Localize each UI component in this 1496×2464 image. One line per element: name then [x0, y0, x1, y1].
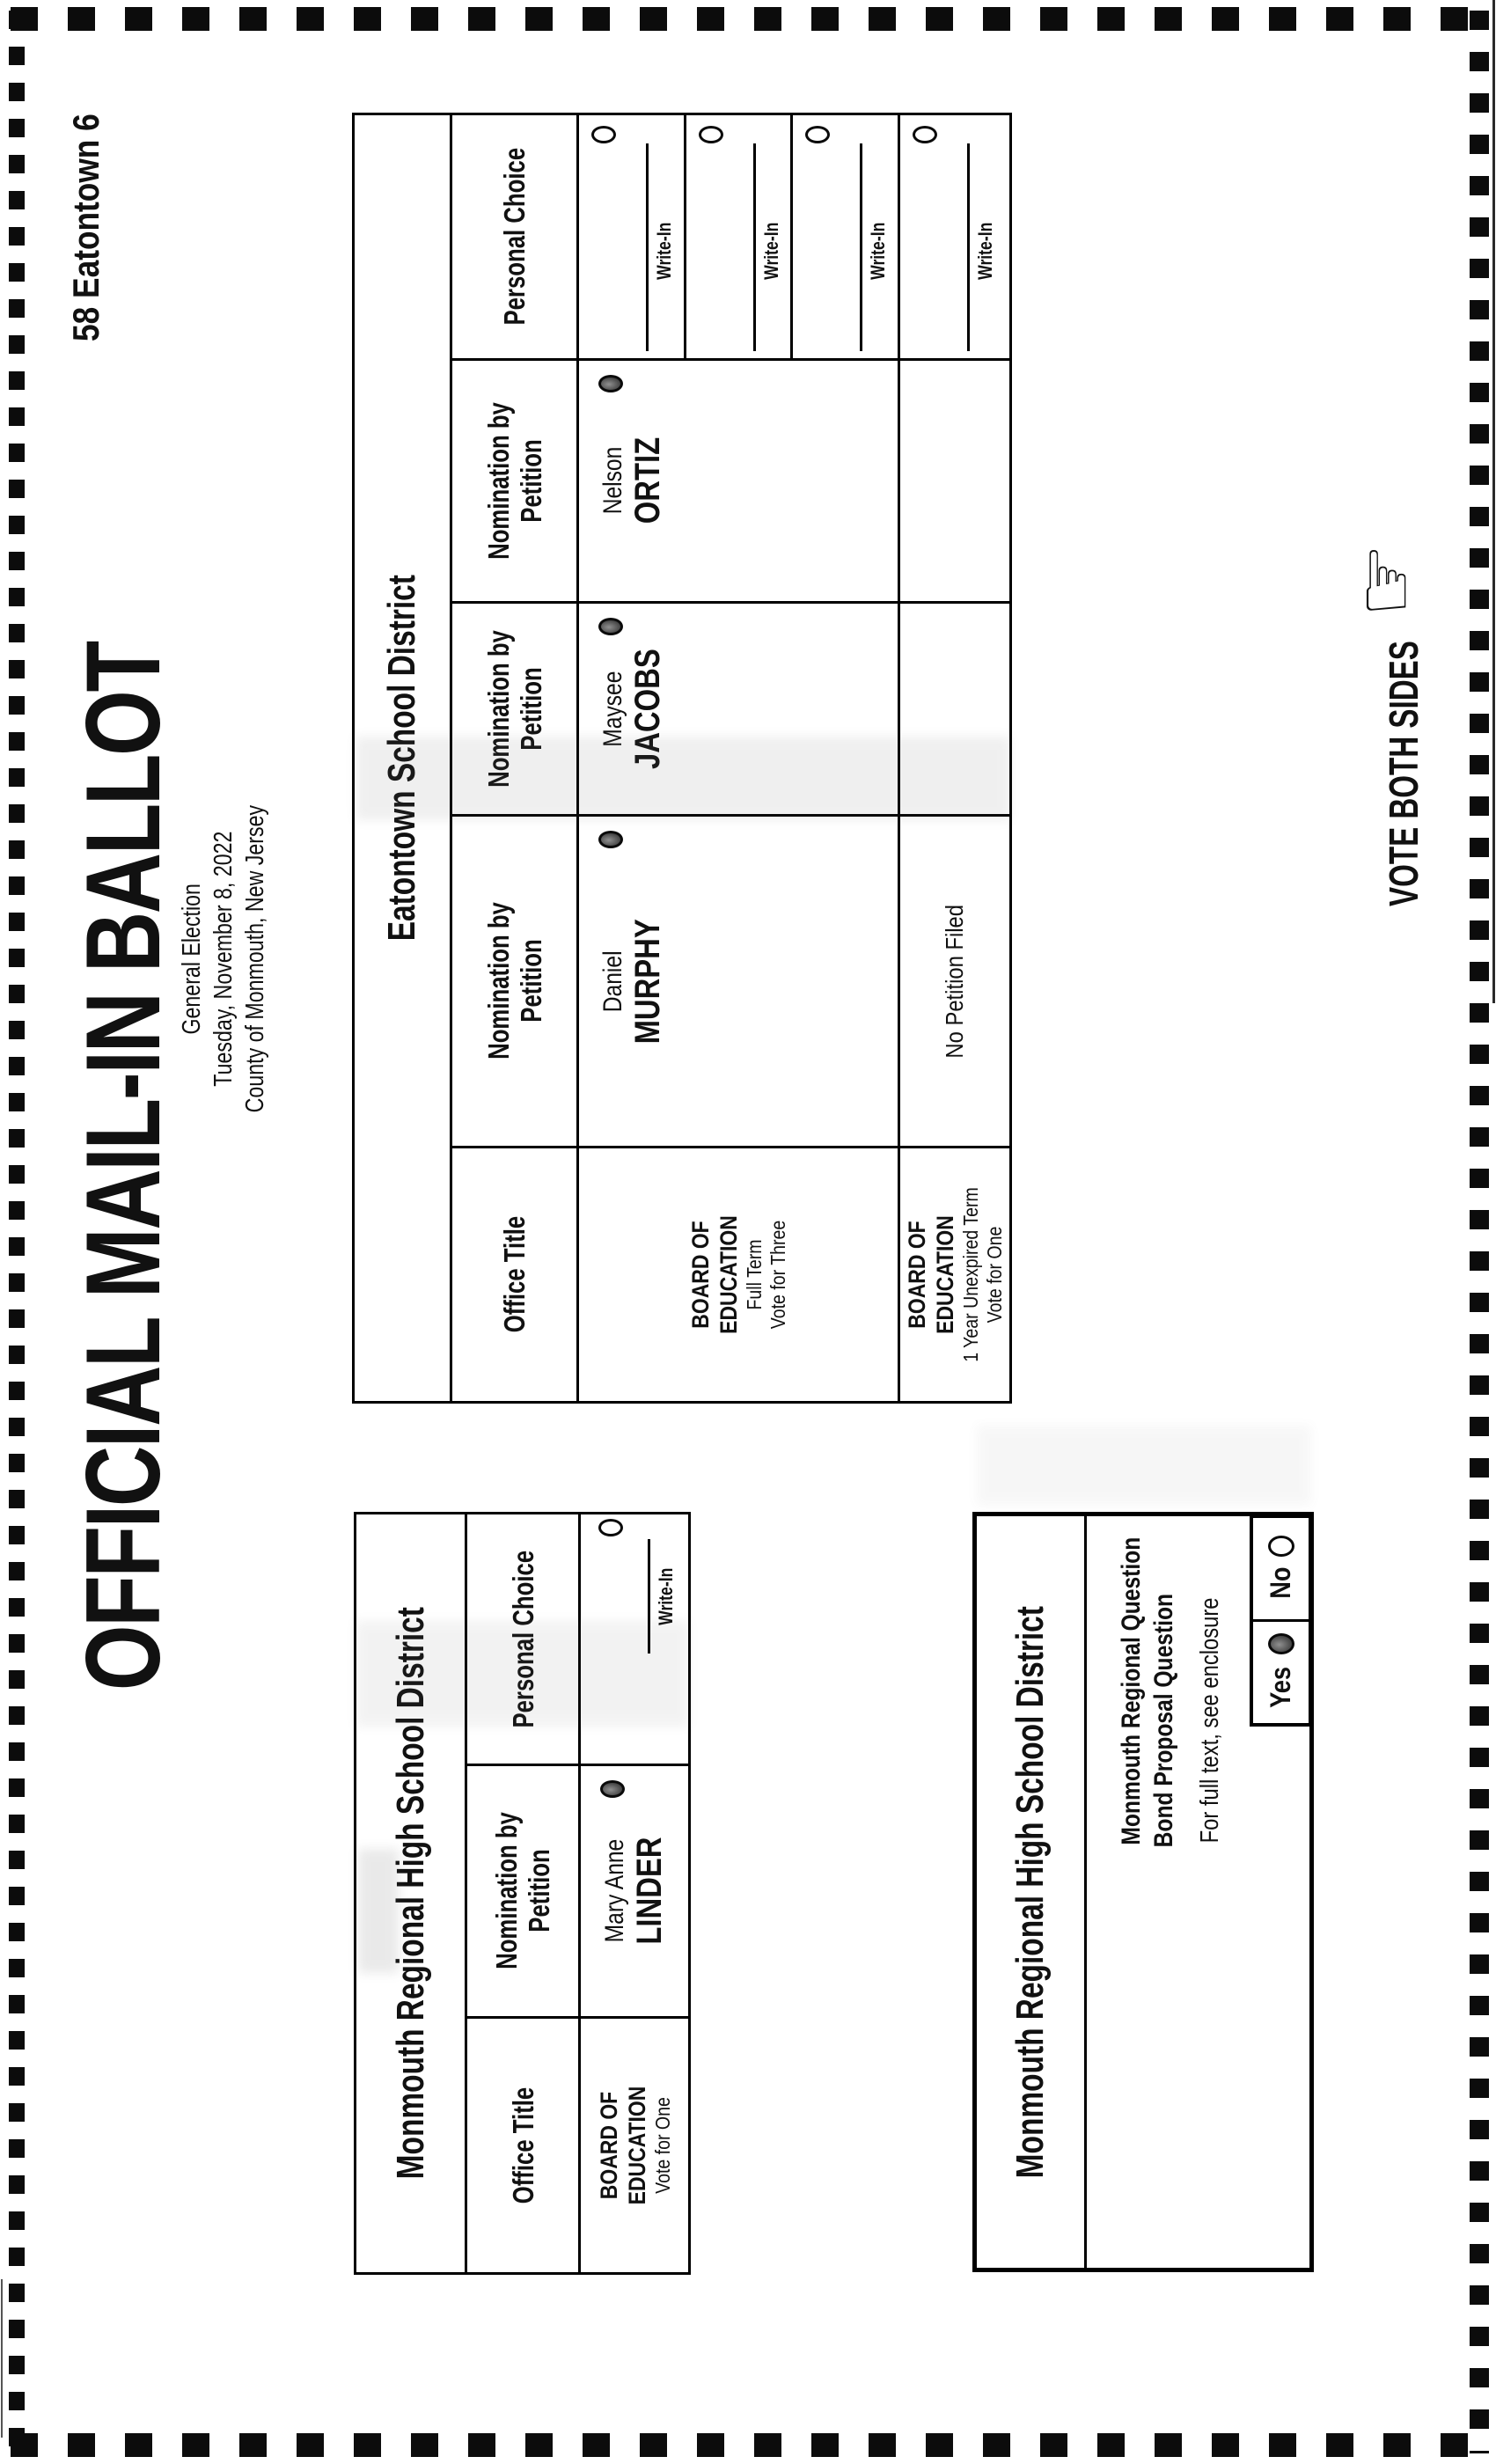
vote-oval-yes-filled[interactable] — [1268, 1633, 1294, 1654]
write-in-slot-2: Write-In — [684, 115, 791, 358]
write-in-slot-1: Write-In — [579, 115, 684, 358]
question-body — [1087, 1516, 1310, 2268]
write-in-oval-unexpired[interactable] — [913, 126, 937, 143]
write-in-oval-1[interactable] — [591, 126, 616, 143]
election-county: County of Monmouth, New Jersey — [241, 805, 269, 1113]
candidate-cell-linder: Mary Anne LINDER — [578, 1766, 688, 2019]
scan-artifact — [977, 1426, 1311, 1505]
write-in-slot-unexpired: Write-In — [898, 115, 1009, 361]
election-type: General Election — [178, 884, 206, 1035]
yes-cell: Yes — [1253, 1622, 1309, 1723]
write-in-line-2[interactable] — [753, 143, 756, 351]
ballot-subtitle — [176, 695, 271, 1223]
vote-both-sides-label: VOTE BOTH SIDES — [1381, 641, 1426, 906]
vote-oval-no[interactable] — [1268, 1536, 1294, 1557]
vote-oval-murphy-filled[interactable] — [598, 831, 623, 848]
precinct-text: 58 Eatontown 6 — [65, 114, 106, 341]
yes-no-table — [1250, 1514, 1312, 1727]
monmouth-contest-table — [354, 1512, 691, 2275]
pointing-hand-icon: ☞ — [1338, 542, 1434, 618]
vote-oval-jacobs-filled[interactable] — [598, 618, 623, 635]
office-cell-monmouth: BOARD OF EDUCATION Vote for One — [578, 2019, 688, 2272]
candidate-cell-ortiz: Nelson ORTIZ — [576, 361, 898, 604]
no-petition-cell: No Petition Filed — [898, 817, 1009, 1148]
header-nomination-1: Nomination by Petition — [450, 817, 576, 1148]
candidate-cell-murphy: Daniel MURPHY — [576, 817, 898, 1148]
write-in-slot-monmouth: Write-In — [578, 1514, 688, 1766]
empty-cell — [898, 604, 1009, 817]
header-office-title: Office Title — [465, 2019, 578, 2272]
question-district-title: Monmouth Regional High School District — [977, 1516, 1087, 2268]
write-in-oval-monmouth[interactable] — [598, 1519, 623, 1536]
header-nomination-2: Nomination by Petition — [450, 604, 576, 817]
write-in-line-unexpired[interactable] — [967, 143, 970, 351]
header-nomination-3: Nomination by Petition — [450, 361, 576, 604]
write-in-slot-3: Write-In — [790, 115, 898, 358]
write-in-oval-3[interactable] — [805, 126, 830, 143]
office-cell-unexpired-term: BOARD OF EDUCATION 1 Year Unexpired Term Vote for One — [898, 1148, 1009, 1401]
vote-oval-ortiz-filled[interactable] — [598, 375, 623, 392]
eatontown-district-title: Eatontown School District — [380, 575, 423, 942]
header-nomination: Nomination by Petition — [465, 1766, 578, 2019]
write-in-stack-full-term — [576, 115, 898, 361]
office-cell-full-term: BOARD OF EDUCATION Full Term Vote for Three — [576, 1148, 898, 1401]
no-cell: No — [1253, 1518, 1309, 1622]
candidate-cell-jacobs: Maysee JACOBS — [576, 604, 898, 817]
election-date: Tuesday, November 8, 2022 — [209, 831, 238, 1088]
ballot-title — [64, 642, 182, 1822]
write-in-line-3[interactable] — [860, 143, 862, 351]
header-personal-choice: Personal Choice — [450, 115, 576, 361]
precinct-label — [65, 70, 107, 341]
public-question-box — [972, 1512, 1314, 2272]
question-text: Monmouth Regional Question Bond Proposal Question For full text, see enclosure — [1117, 1536, 1224, 1848]
vote-oval-linder-filled[interactable] — [600, 1780, 625, 1798]
write-in-line-monmouth[interactable] — [648, 1539, 650, 1654]
empty-cell — [898, 361, 1009, 604]
write-in-line-1[interactable] — [646, 143, 649, 351]
write-in-oval-2[interactable] — [699, 126, 723, 143]
eatontown-contest-table — [352, 113, 1012, 1404]
header-personal-choice: Personal Choice — [465, 1514, 578, 1766]
monmouth-district-title: Monmouth Regional High School District — [388, 1607, 432, 2180]
ballot-title-text: OFFICIAL MAIL-IN BALLOT — [64, 642, 182, 1691]
header-office-title: Office Title — [450, 1148, 576, 1401]
